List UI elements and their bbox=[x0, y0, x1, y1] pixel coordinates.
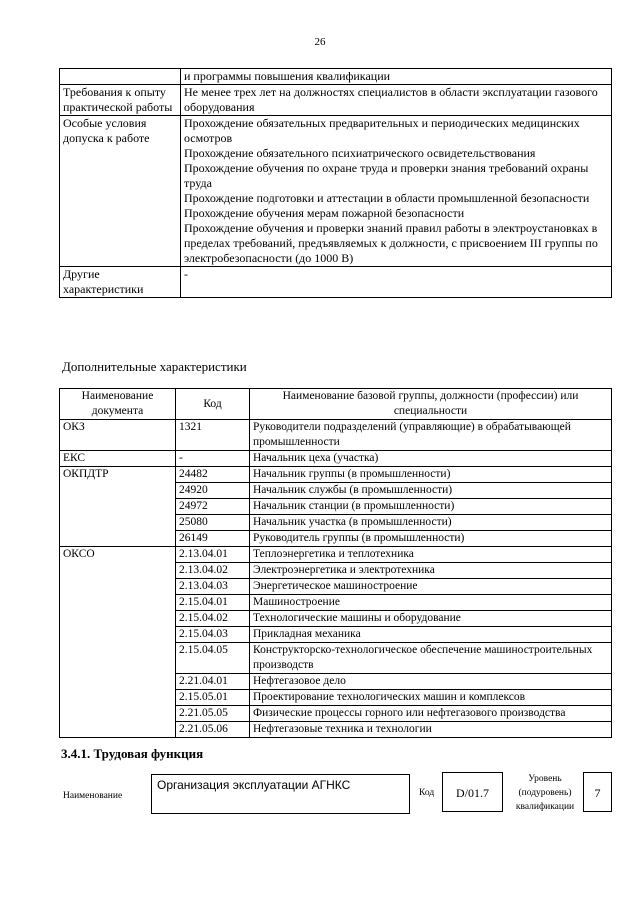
labor-function-heading: 3.4.1. Трудовая функция bbox=[61, 746, 204, 761]
doc-cell: ОКЗ bbox=[60, 420, 176, 451]
code-cell: 2.15.04.03 bbox=[176, 627, 250, 643]
name-cell: Теплоэнергетика и теплотехника bbox=[250, 547, 612, 563]
name-cell: Начальник участка (в промышленности) bbox=[250, 515, 612, 531]
education-continuation: и программы повышения квалификации bbox=[181, 69, 612, 85]
name-cell: Руководитель группы (в промышленности) bbox=[250, 531, 612, 547]
name-cell: Машиностроение bbox=[250, 595, 612, 611]
table-row bbox=[60, 116, 612, 267]
code-cell: 25080 bbox=[176, 515, 250, 531]
name-cell: Конструкторско-технологическое обеспечение машиностроительных производств bbox=[250, 643, 612, 674]
code-cell: 24920 bbox=[176, 483, 250, 499]
name-cell: Физические процессы горного или нефтегазового производства bbox=[250, 706, 612, 722]
doc-cell: ОКСО bbox=[60, 547, 176, 738]
list-item: Прохождение обязательных предварительных и периодических медицинских осмотров bbox=[184, 116, 580, 145]
table-row bbox=[60, 69, 612, 85]
code-cell: 1321 bbox=[176, 420, 250, 451]
name-cell: Начальник службы (в промышленности) bbox=[250, 483, 612, 499]
name-cell: Нефтегазовые техника и технологии bbox=[250, 722, 612, 738]
code-cell: 2.13.04.02 bbox=[176, 563, 250, 579]
name-cell: Нефтегазовое дело bbox=[250, 674, 612, 690]
header-doc: Наименование документа bbox=[60, 389, 176, 420]
code-cell: 2.15.04.02 bbox=[176, 611, 250, 627]
name-cell: Прикладная механика bbox=[250, 627, 612, 643]
page-number: 26 bbox=[314, 36, 326, 48]
additional-characteristics-heading: Дополнительные характеристики bbox=[62, 359, 247, 374]
name-cell: Технологические машины и оборудование bbox=[250, 611, 612, 627]
table-row bbox=[60, 451, 612, 467]
code-cell: 2.15.04.01 bbox=[176, 595, 250, 611]
function-code-value: D/01.7 bbox=[442, 772, 503, 812]
code-cell: 2.13.04.03 bbox=[176, 579, 250, 595]
experience-value: Не менее трех лет на должностях специалистов в области эксплуатации газового оборудования bbox=[181, 85, 612, 116]
table-row bbox=[60, 267, 612, 298]
other-characteristics-value: - bbox=[181, 267, 612, 298]
header-code: Код bbox=[176, 389, 250, 420]
list-item: Прохождение подготовки и аттестации в области промышленной безопасности bbox=[184, 191, 590, 205]
list-item: Прохождение обучения по охране труда и проверки знания требований охраны труда bbox=[184, 161, 589, 190]
name-cell: Проектирование технологических машин и комплексов bbox=[250, 690, 612, 706]
list-item: Прохождение обучения мерам пожарной безопасности bbox=[184, 206, 465, 220]
additional-characteristics-table bbox=[59, 388, 612, 738]
header-name: Наименование базовой группы, должности (профессии) или специальности bbox=[250, 389, 612, 420]
name-cell: Начальник цеха (участка) bbox=[250, 451, 612, 467]
table-row bbox=[60, 420, 612, 451]
code-cell: 2.15.05.01 bbox=[176, 690, 250, 706]
function-name-value: Организация эксплуатации АГНКС bbox=[151, 774, 410, 814]
doc-cell: ОКПДТР bbox=[60, 467, 176, 547]
requirements-table bbox=[59, 68, 612, 298]
special-conditions-list bbox=[181, 116, 612, 267]
code-cell: 2.15.04.05 bbox=[176, 643, 250, 674]
doc-cell: ЕКС bbox=[60, 451, 176, 467]
code-cell: 24972 bbox=[176, 499, 250, 515]
code-cell: 2.21.05.05 bbox=[176, 706, 250, 722]
code-cell: 2.21.04.01 bbox=[176, 674, 250, 690]
qualification-level-value: 7 bbox=[583, 772, 612, 812]
code-cell: - bbox=[176, 451, 250, 467]
code-cell: 2.21.05.06 bbox=[176, 722, 250, 738]
list-item: Прохождение обучения и проверки знаний правил работы в электроустановках в пределах требований, предъявляемых к должности, с присвоением III группы по электробезопасности (до 1000 В) bbox=[184, 221, 598, 265]
name-cell: Начальник группы (в промышленности) bbox=[250, 467, 612, 483]
name-cell: Электроэнергетика и электротехника bbox=[250, 563, 612, 579]
code-cell: 26149 bbox=[176, 531, 250, 547]
name-cell: Начальник станции (в промышленности) bbox=[250, 499, 612, 515]
code-cell: 24482 bbox=[176, 467, 250, 483]
code-cell: 2.13.04.01 bbox=[176, 547, 250, 563]
special-conditions-label: Особые условия допуска к работе bbox=[60, 116, 181, 267]
table-row bbox=[60, 85, 612, 116]
table-row bbox=[60, 467, 612, 483]
other-characteristics-label: Другие характеристики bbox=[60, 267, 181, 298]
qualification-level-label: Уровень (подуровень) квалификации bbox=[515, 774, 575, 812]
list-item: Прохождение обязательного психиатрического освидетельствования bbox=[184, 146, 536, 160]
experience-label: Требования к опыту практической работы bbox=[60, 85, 181, 116]
function-code-label: Код bbox=[419, 788, 435, 798]
name-cell: Руководители подразделений (управляющие) в обрабатывающей промышленности bbox=[250, 420, 612, 451]
function-name-label: Наименование bbox=[63, 791, 123, 801]
name-cell: Энергетическое машиностроение bbox=[250, 579, 612, 595]
table-header-row bbox=[60, 389, 612, 420]
empty-cell bbox=[60, 69, 181, 85]
table-row bbox=[60, 547, 612, 563]
